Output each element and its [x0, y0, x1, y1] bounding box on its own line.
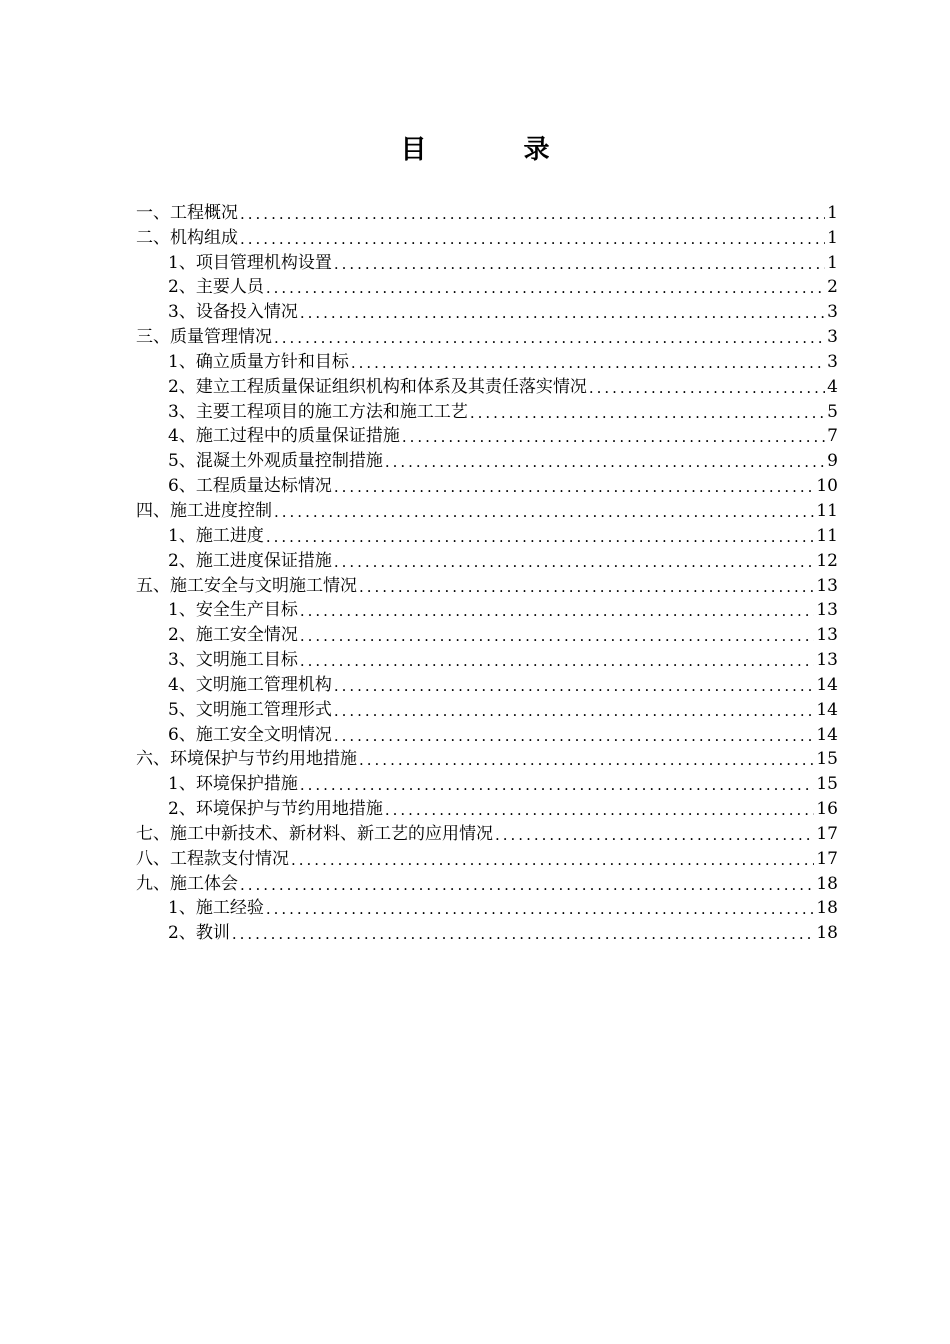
toc-entry[interactable]: [136, 671, 838, 696]
toc-entry[interactable]: [136, 373, 838, 398]
toc-page-number: 12: [816, 550, 838, 571]
toc-dot-leader: [385, 800, 815, 820]
toc-page-number: 13: [816, 650, 838, 671]
toc-entry-label: 1、施工进度: [168, 525, 264, 546]
toc-page-number: 7: [827, 426, 838, 447]
toc-entry[interactable]: [136, 646, 838, 671]
toc-entry-label: 1、确立质量方针和目标: [168, 351, 349, 372]
toc-page-number: 13: [816, 600, 838, 621]
toc-entry[interactable]: [136, 447, 838, 472]
toc-page-number: 3: [827, 302, 838, 323]
toc-dot-leader: [266, 278, 825, 298]
toc-entry-label: 2、施工进度保证措施: [168, 550, 332, 571]
toc-entry[interactable]: [136, 820, 838, 845]
toc-entry-label: 2、施工安全情况: [168, 625, 298, 646]
toc-entry[interactable]: [136, 770, 838, 795]
toc-page-number: 11: [816, 525, 838, 546]
toc-entry-label: 1、施工经验: [168, 898, 264, 919]
toc-entry[interactable]: [136, 870, 838, 895]
toc-dot-leader: [589, 378, 825, 398]
toc-entry-label: 四、施工进度控制: [136, 500, 272, 521]
toc-page-number: 2: [827, 277, 838, 298]
toc-page-number: 1: [827, 252, 838, 273]
toc-entry[interactable]: [136, 845, 838, 870]
toc-entry-label: 5、混凝土外观质量控制措施: [168, 451, 383, 472]
toc-entry[interactable]: [136, 274, 838, 299]
toc-entry[interactable]: [136, 572, 838, 597]
toc-page-number: 1: [827, 202, 838, 223]
toc-dot-leader: [334, 701, 815, 721]
toc-entry[interactable]: [136, 597, 838, 622]
toc-entry-label: 八、工程款支付情况: [136, 848, 289, 869]
toc-entry[interactable]: [136, 547, 838, 572]
toc-entry-label: 2、建立工程质量保证组织机构和体系及其责任落实情况: [168, 376, 587, 397]
toc-page-number: 18: [816, 898, 838, 919]
toc-dot-leader: [334, 552, 815, 572]
toc-entry[interactable]: [136, 522, 838, 547]
toc-dot-leader: [385, 452, 825, 472]
toc-page-number: 9: [827, 451, 838, 472]
toc-entry-label: 5、文明施工管理形式: [168, 699, 332, 720]
toc-entry-label: 六、环境保护与节约用地措施: [136, 749, 357, 770]
toc-page-number: 17: [816, 848, 838, 869]
toc-dot-leader: [240, 204, 825, 224]
toc-page-number: 3: [827, 327, 838, 348]
toc-dot-leader: [300, 651, 815, 671]
toc-dot-leader: [334, 676, 815, 696]
toc-dot-leader: [232, 924, 815, 944]
toc-page-number: 16: [816, 799, 838, 820]
toc-page-number: 13: [816, 625, 838, 646]
toc-page-number: 14: [816, 674, 838, 695]
toc-dot-leader: [351, 353, 825, 373]
toc-entry[interactable]: [136, 746, 838, 771]
toc-page-number: 14: [816, 724, 838, 745]
toc-entry[interactable]: [136, 497, 838, 522]
toc-entry-label: 3、主要工程项目的施工方法和施工工艺: [168, 401, 468, 422]
toc-entry[interactable]: [136, 298, 838, 323]
toc-entry-label: 三、质量管理情况: [136, 327, 272, 348]
toc-dot-leader: [266, 899, 815, 919]
toc-entry-label: 七、施工中新技术、新材料、新工艺的应用情况: [136, 823, 493, 844]
toc-dot-leader: [240, 229, 825, 249]
toc-title: 目 录: [400, 135, 594, 165]
toc-entry[interactable]: [136, 199, 838, 224]
toc-entry[interactable]: [136, 795, 838, 820]
toc-entry-label: 1、安全生产目标: [168, 600, 298, 621]
toc-entry-label: 九、施工体会: [136, 873, 238, 894]
toc-page-number: 3: [827, 351, 838, 372]
toc-entry-label: 3、设备投入情况: [168, 302, 298, 323]
toc-page-number: 10: [816, 476, 838, 497]
toc-entry[interactable]: [136, 919, 838, 944]
toc-entry[interactable]: [136, 472, 838, 497]
toc-entry-label: 1、环境保护措施: [168, 774, 298, 795]
table-of-contents: [136, 199, 838, 944]
toc-page-number: 5: [827, 401, 838, 422]
toc-dot-leader: [300, 775, 815, 795]
toc-entry-label: 二、机构组成: [136, 227, 238, 248]
toc-entry[interactable]: [136, 224, 838, 249]
toc-entry[interactable]: [136, 323, 838, 348]
toc-entry-label: 2、主要人员: [168, 277, 264, 298]
toc-page-number: 4: [827, 376, 838, 397]
toc-dot-leader: [470, 403, 825, 423]
toc-entry[interactable]: [136, 621, 838, 646]
toc-page-number: 14: [816, 699, 838, 720]
toc-dot-leader: [300, 601, 815, 621]
toc-entry-label: 五、施工安全与文明施工情况: [136, 575, 357, 596]
toc-entry-label: 2、环境保护与节约用地措施: [168, 799, 383, 820]
toc-entry[interactable]: [136, 895, 838, 920]
toc-dot-leader: [266, 527, 815, 547]
toc-page-number: 1: [827, 227, 838, 248]
toc-entry[interactable]: [136, 423, 838, 448]
toc-page-number: 18: [816, 873, 838, 894]
toc-page-number: 13: [816, 575, 838, 596]
toc-entry[interactable]: [136, 348, 838, 373]
toc-entry[interactable]: [136, 696, 838, 721]
toc-dot-leader: [402, 427, 825, 447]
toc-dot-leader: [334, 477, 815, 497]
toc-page-number: 18: [816, 923, 838, 944]
toc-entry-label: 1、项目管理机构设置: [168, 252, 332, 273]
toc-dot-leader: [291, 850, 814, 870]
toc-entry[interactable]: [136, 721, 838, 746]
toc-dot-leader: [274, 328, 825, 348]
toc-entry-label: 6、工程质量达标情况: [168, 476, 332, 497]
toc-page-number: 15: [816, 749, 838, 770]
toc-dot-leader: [300, 626, 815, 646]
toc-dot-leader: [359, 577, 814, 597]
toc-page-number: 17: [816, 823, 838, 844]
toc-entry-label: 2、教训: [168, 923, 230, 944]
toc-dot-leader: [300, 303, 825, 323]
toc-entry-label: 4、施工过程中的质量保证措施: [168, 426, 400, 447]
toc-entry[interactable]: [136, 249, 838, 274]
toc-dot-leader: [274, 502, 814, 522]
toc-page-number: 15: [816, 774, 838, 795]
toc-dot-leader: [334, 254, 825, 274]
toc-entry-label: 3、文明施工目标: [168, 650, 298, 671]
toc-entry-label: 6、施工安全文明情况: [168, 724, 332, 745]
toc-dot-leader: [359, 750, 814, 770]
toc-page-number: 11: [816, 500, 838, 521]
toc-dot-leader: [240, 875, 814, 895]
toc-entry[interactable]: [136, 398, 838, 423]
toc-dot-leader: [495, 825, 814, 845]
toc-entry-label: 4、文明施工管理机构: [168, 674, 332, 695]
toc-entry-label: 一、工程概况: [136, 202, 238, 223]
toc-dot-leader: [334, 726, 815, 746]
